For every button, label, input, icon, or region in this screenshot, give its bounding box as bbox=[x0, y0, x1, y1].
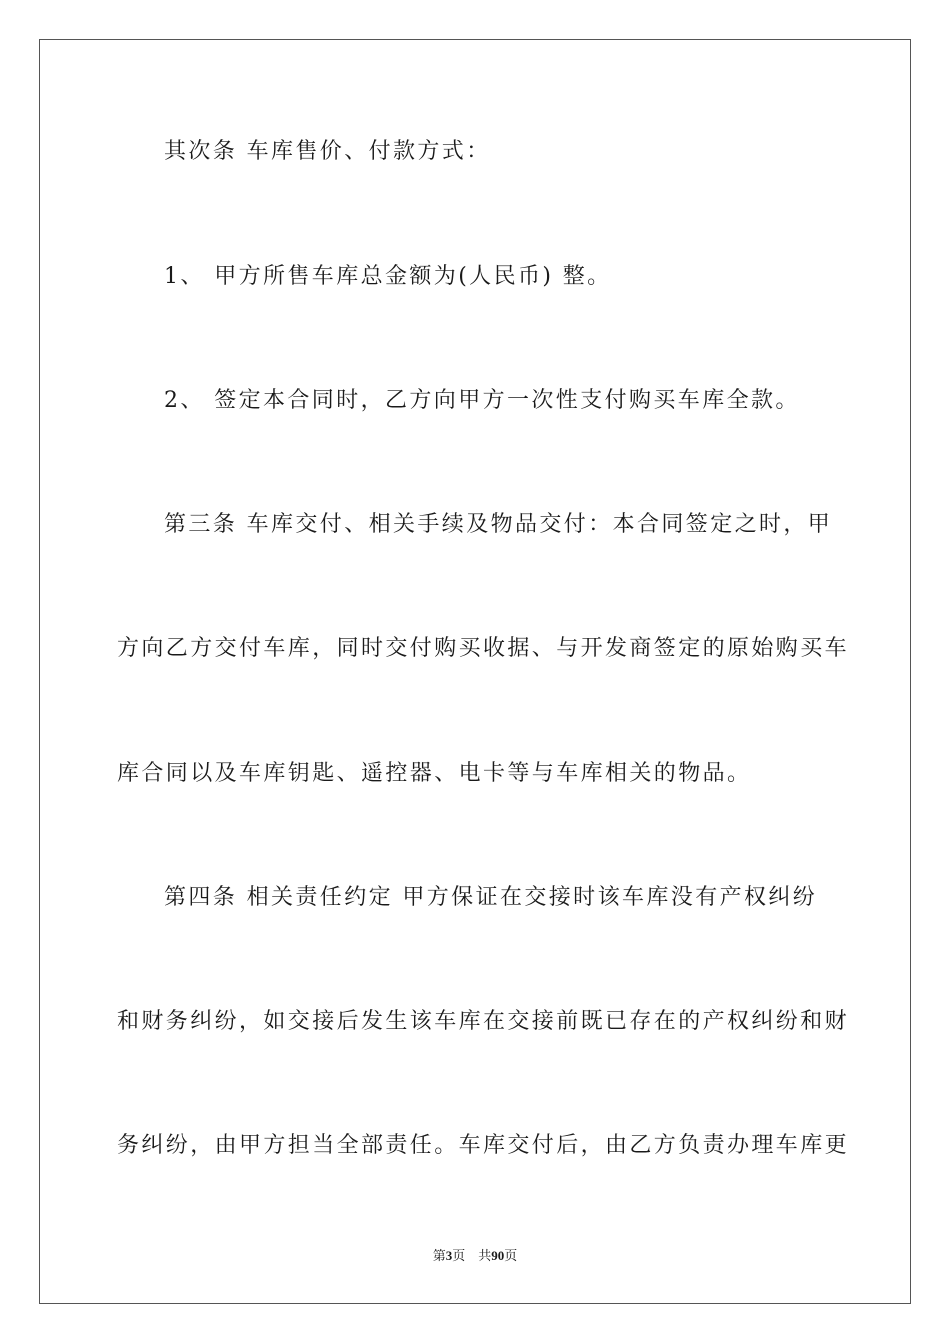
page-number: 3 bbox=[445, 1248, 453, 1263]
paragraph-line: 其次条 车库售价、付款方式： bbox=[164, 139, 491, 164]
paragraph-line: 库合同以及车库钥匙、遥控器、电卡等与车库相关的物品。 bbox=[117, 761, 752, 786]
paragraph-line: 第四条 相关责任约定 甲方保证在交接时该车库没有产权纠纷 bbox=[164, 885, 818, 910]
total-suffix: 页 bbox=[504, 1248, 518, 1263]
paragraph-line: 第三条 车库交付、相关手续及物品交付：本合同签定之时，甲 bbox=[164, 512, 833, 537]
total-prefix: 共 bbox=[478, 1248, 492, 1263]
paragraph-line: 方向乙方交付车库，同时交付购买收据、与开发商签定的原始购买车 bbox=[117, 636, 850, 661]
total-pages: 90 bbox=[491, 1248, 505, 1263]
paragraph-line: 1、 甲方所售车库总金额为(人民币) 整。 bbox=[164, 264, 612, 289]
page-prefix: 第 bbox=[432, 1248, 446, 1263]
page-border bbox=[39, 39, 911, 1304]
page-suffix: 页 bbox=[452, 1248, 466, 1263]
paragraph-line: 和财务纠纷，如交接后发生该车库在交接前既已存在的产权纠纷和财 bbox=[117, 1009, 850, 1034]
page-footer bbox=[0, 1247, 950, 1265]
paragraph-line: 务纠纷，由甲方担当全部责任。车库交付后，由乙方负责办理车库更 bbox=[117, 1133, 850, 1158]
paragraph-line: 2、 签定本合同时，乙方向甲方一次性支付购买车库全款。 bbox=[164, 388, 800, 413]
